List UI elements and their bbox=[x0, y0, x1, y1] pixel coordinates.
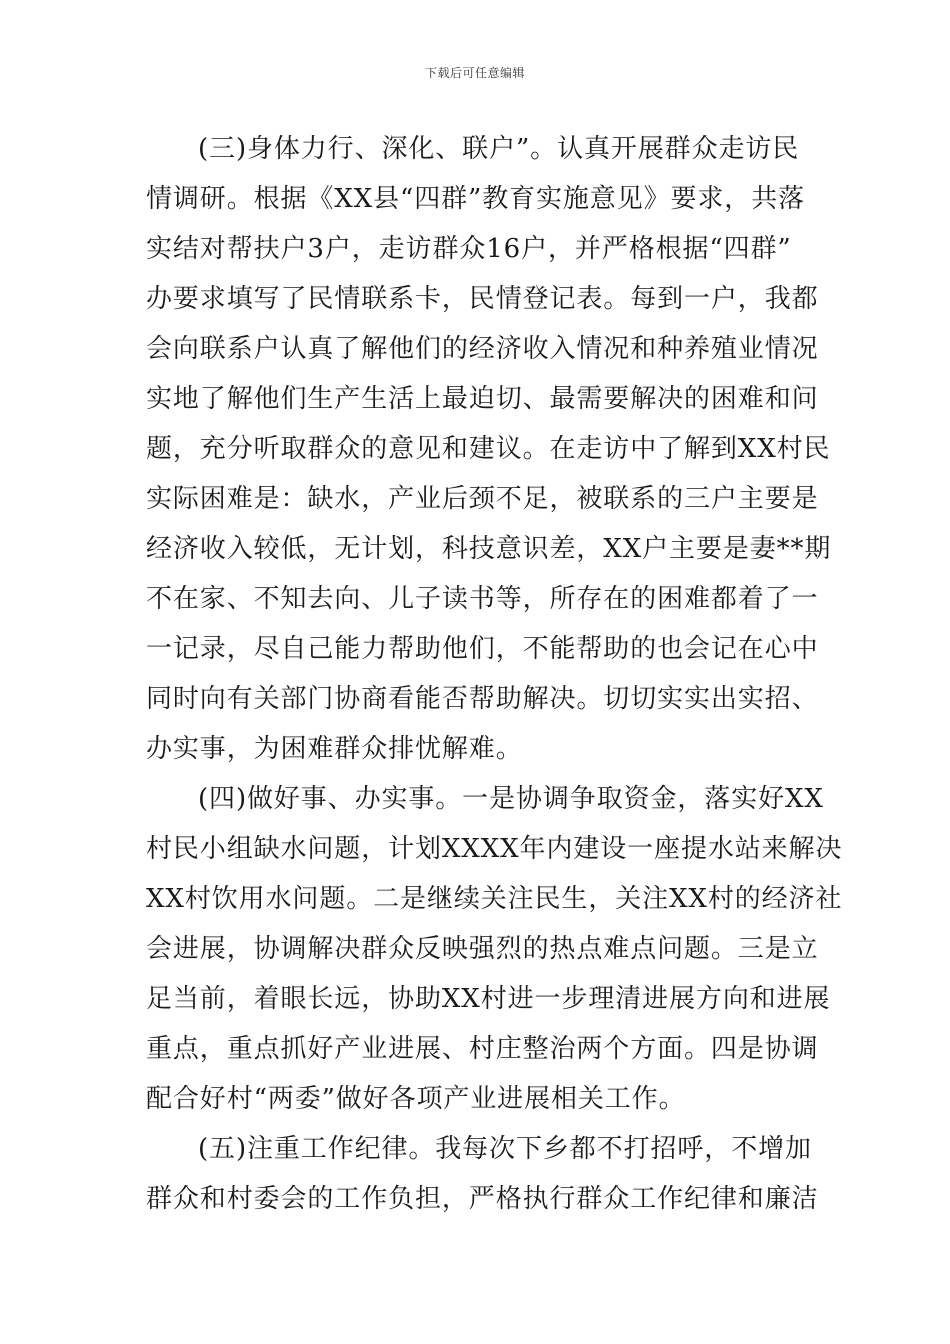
paragraph-line: 不在家、不知去向、儿子读书等，所存在的困难都着了一 bbox=[146, 584, 819, 614]
paragraph-line: 足当前，着眼长远，协助XX村进一步理清进展方向和进展 bbox=[146, 984, 831, 1014]
paragraph-line: 办实事，为困难群众排忧解难。 bbox=[146, 734, 523, 764]
paragraph-line: 会进展，协调解决群众反映强烈的热点难点问题。三是立 bbox=[146, 934, 819, 964]
paragraph-line: 一记录，尽自己能力帮助他们，不能帮助的也会记在心中 bbox=[146, 634, 819, 664]
paragraph-line: 实结对帮扶户3户，走访群众16户，并严格根据“四群” bbox=[146, 234, 792, 264]
paragraph-line: XX村饮用水问题。二是继续关注民生，关注XX村的经济社 bbox=[146, 884, 843, 914]
paragraph-line: 经济收入较低，无计划，科技意识差，XX户主要是妻**期 bbox=[146, 534, 832, 564]
paragraph-line: 办要求填写了民情联系卡，民情登记表。每到一户，我都 bbox=[146, 284, 819, 314]
paragraph-line: 实际困难是：缺水，产业后颈不足，被联系的三户主要是 bbox=[146, 484, 819, 514]
paragraph-line: 同时向有关部门协商看能否帮助解决。切切实实出实招、 bbox=[146, 684, 819, 714]
paragraph-line: (三)身体力行、深化、联户”。认真开展群众走访民 bbox=[198, 134, 800, 164]
paragraph-line: 群众和村委会的工作负担，严格执行群众工作纪律和廉洁 bbox=[146, 1184, 819, 1214]
paragraph-line: (五)注重工作纪律。我每次下乡都不打招呼，不增加 bbox=[198, 1134, 812, 1164]
paragraph-line: 重点，重点抓好产业进展、村庄整治两个方面。四是协调 bbox=[146, 1034, 819, 1064]
paragraph-line: 会向联系户认真了解他们的经济收入情况和种养殖业情况 bbox=[146, 334, 819, 364]
page-header: 下载后可任意编辑 bbox=[424, 66, 525, 80]
paragraph-line: 配合好村“两委”做好各项产业进展相关工作。 bbox=[146, 1084, 686, 1114]
paragraph-line: 题，充分听取群众的意见和建议。在走访中了解到XX村民 bbox=[146, 434, 831, 464]
paragraph-line: 村民小组缺水问题，计划XXXX年内建设一座提水站来解决 bbox=[146, 834, 843, 864]
paragraph-line: 实地了解他们生产生活上最迫切、最需要解决的困难和问 bbox=[146, 384, 819, 414]
paragraph-line: 情调研。根据《XX县“四群”教育实施意见》要求，共落 bbox=[146, 184, 806, 214]
paragraph-line: (四)做好事、办实事。一是协调争取资金，落实好XX bbox=[198, 784, 824, 814]
